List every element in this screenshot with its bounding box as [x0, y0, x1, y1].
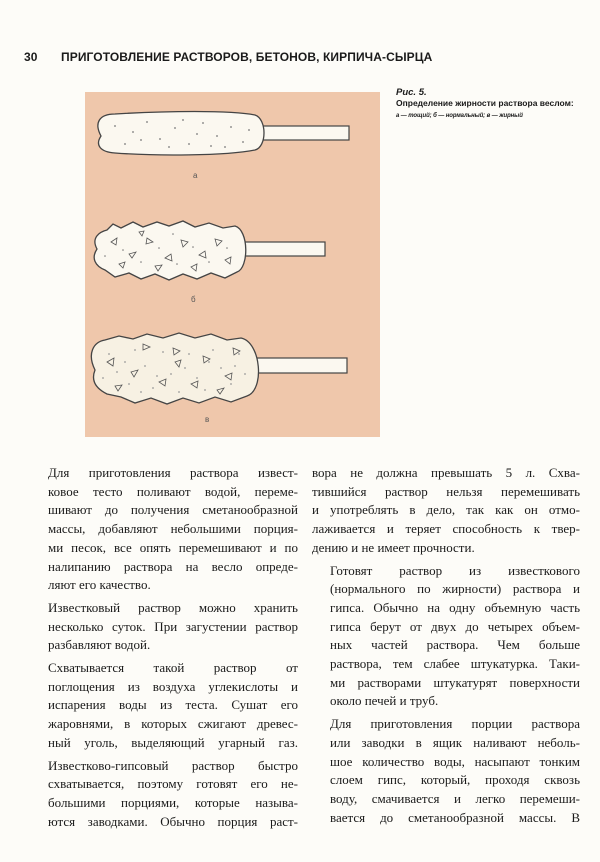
page-header [24, 50, 584, 66]
paragraph [30, 464, 298, 595]
paddle-b [94, 221, 325, 304]
text-line: или заводки в ящик наливают неболь- [330, 734, 580, 750]
paragraph [312, 464, 580, 558]
text-line: тившийся раствор нельзя перемешивать [312, 483, 580, 499]
text-line: ми растворами штукатурят поверхности [330, 674, 580, 690]
text-line: Для приготовления порции раствора [330, 716, 580, 732]
text-line: ных частей раствора. Чем больше [330, 637, 580, 653]
text-line: вается до сметанообразной массы. В [330, 809, 580, 825]
paragraph [30, 659, 298, 753]
figure-illustration [85, 92, 380, 437]
text-line: ковое тесто поливают водой, переме- [48, 483, 298, 499]
text-line: массы, добавляют небольшими порция- [48, 521, 298, 537]
text-line: ный уголь, выделяющий угарный газ. [48, 734, 298, 750]
text-line: ляют его качество. [48, 577, 151, 593]
text-line: лаживается и теряет способность к твер- [312, 521, 580, 537]
text-line: жаровнями, в которых сжигают древес- [48, 716, 298, 732]
text-line: раствора, тем слабее штукатурка. Таки- [330, 656, 580, 672]
text-line: Для приготовления раствора извест- [48, 465, 298, 480]
text-line: ми песок, все опять перемешивают и по [48, 539, 298, 555]
text-line: гипса берут от двух до четырех объем- [330, 618, 580, 634]
text-line: большими порциями, которые называ- [48, 794, 298, 810]
paragraph [312, 715, 580, 827]
text-column-left [30, 464, 298, 831]
text-line: и употреблять в дело, так как он отмо- [312, 502, 580, 518]
text-line: налипанию раствора на весло опреде- [48, 558, 298, 574]
text-line: Известковый раствор можно хранить [48, 599, 298, 615]
paddle-a [98, 112, 349, 181]
text-line: слоем гипс, который, проходя сквозь [330, 772, 580, 788]
figure-drawing [85, 92, 380, 437]
label-a: а [193, 171, 198, 180]
text-line: Схватывается такой раствор от [48, 660, 298, 676]
text-line: около печей и труб. [330, 693, 439, 709]
text-line: воду, смачивается и легко перемеши- [330, 790, 580, 806]
text-column-right [312, 464, 580, 827]
paragraph [30, 757, 298, 832]
page-number: 30 [24, 50, 38, 64]
text-line: гипса. Обычно на одну объемную часть [330, 599, 580, 615]
caption-legend: а — тощий; б — нормальный; в — жирный [396, 113, 523, 119]
caption-title: Определение жирности раствора веслом: [396, 98, 574, 108]
caption-figure-number: Рис. 5. [396, 87, 427, 98]
text-line: вора не должна превышать 5 л. Схва- [312, 465, 580, 480]
paddle-c [91, 333, 347, 424]
text-line: Известково-гипсовый раствор быстро [48, 757, 298, 773]
text-line: поглощения из воздуха углекислоты и [48, 678, 298, 694]
text-line: разбавляют водой. [48, 637, 151, 653]
label-b: б [191, 295, 196, 304]
text-line: Готовят раствор из известкового [330, 562, 580, 578]
text-line: дению и не имеет прочности. [312, 539, 475, 555]
text-line: испарения воды из теста. Сушат его [48, 697, 298, 713]
text-line: несколько суток. При загустении раствор [48, 618, 298, 634]
text-line: (нормального по жирности) раствора и [330, 581, 580, 597]
figure-caption [396, 88, 586, 121]
text-line: шивают до получения сметанообразной [48, 502, 298, 518]
paragraph [312, 562, 580, 712]
running-title: ПРИГОТОВЛЕНИЕ РАСТВОРОВ, БЕТОНОВ, КИРПИЧА-СЫРЦА [61, 50, 433, 64]
label-c: в [205, 415, 210, 424]
text-line: шое количество воды, насыпают тонким [330, 753, 580, 769]
text-line: схватывается, поэтому готовят его не- [48, 776, 298, 792]
paragraph [30, 599, 298, 655]
text-line: ются заводками. Обычно порция раст- [48, 813, 298, 829]
